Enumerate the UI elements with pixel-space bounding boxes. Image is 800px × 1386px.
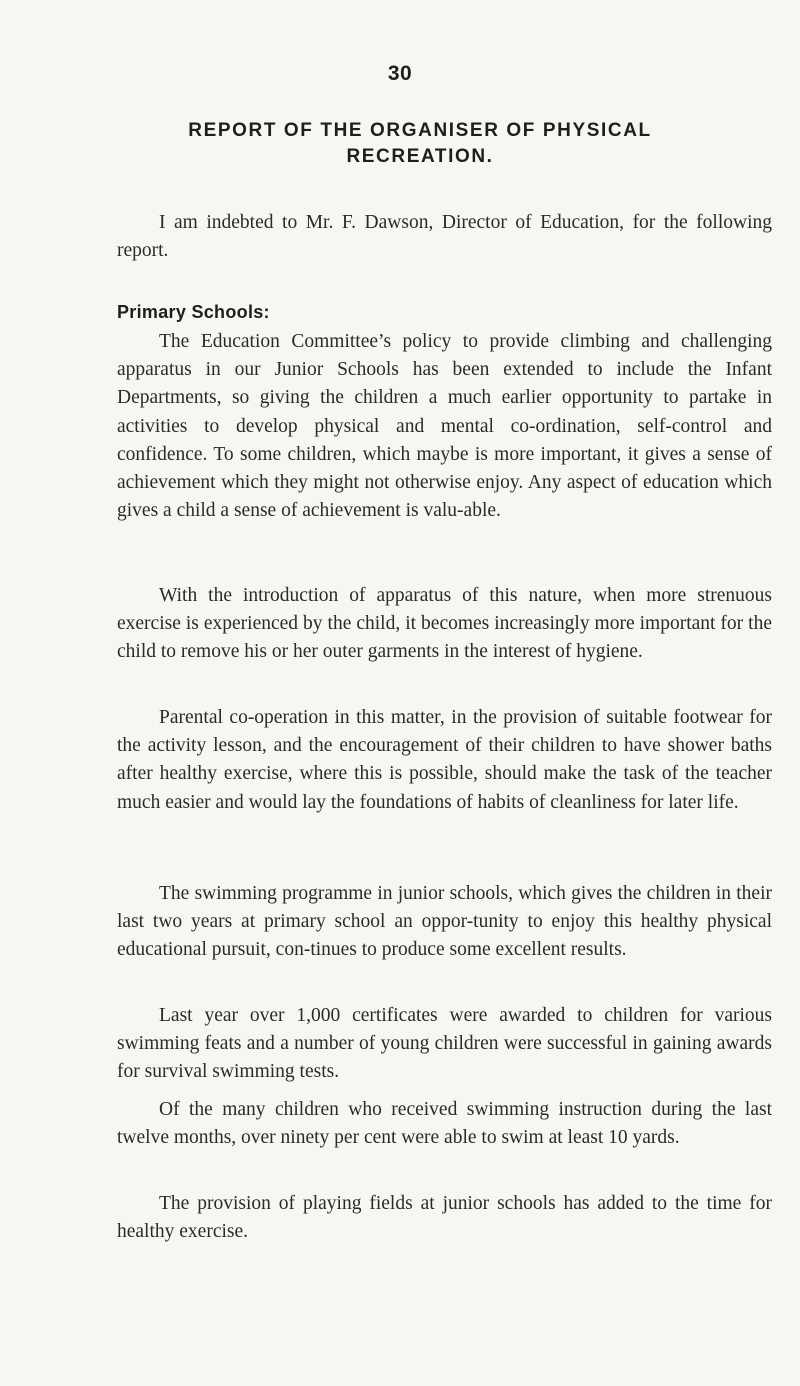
paragraph-swimming-programme: The swimming programme in junior schools, which gives the children in their last two years at primary school an oppor-tunity to enjoy this healthy physical educational pursuit, con-tinues to produce some excellent results.	[117, 883, 772, 961]
paragraph-swimming-instruction: Of the many children who received swimming instruction during the last twelve months, over ninety per cent were able to swim at least 10 yards.	[117, 1099, 772, 1149]
page-number: 30	[387, 62, 413, 85]
report-title: REPORT OF THE ORGANISER OF PHYSICAL RECREATION.	[188, 120, 652, 167]
paragraph-parental-cooperation: Parental co-operation in this matter, in the provision of suitable footwear for the activity lesson, and the encouragement of their children to have shower baths after healthy exercise, where this is possible, should make the task of the teacher much easier and would lay the foundations of habits of cleanliness for later life.	[117, 707, 772, 813]
paragraph-hygiene: With the introduction of apparatus of this nature, when more strenuous exercise is experienced by the child, it becomes increasingly more important for the child to remove his or her outer garments in the interest of hygiene.	[117, 585, 772, 663]
paragraph-apparatus-policy: The Education Committee’s policy to provide climbing and challenging apparatus in our Junior Schools has been extended to include the Infant Departments, so giving the children a much earlier opportunity to partake in activities to develop physical and mental co-ordination, self-control and confidence. To some children, which maybe is more important, it gives a sense of achievement which they might not otherwise enjoy. Any aspect of education which gives a child a sense of achievement is valu-able.	[117, 331, 772, 522]
intro-paragraph: I am indebted to Mr. F. Dawson, Director of Education, for the following report.	[117, 212, 772, 261]
section-heading-primary-schools: Primary Schools:	[117, 302, 270, 322]
paragraph-playing-fields: The provision of playing fields at junior schools has added to the time for healthy exercise.	[117, 1193, 772, 1243]
paragraph-certificates: Last year over 1,000 certificates were awarded to children for various swimming feats and a number of young children were successful in gaining awards for survival swimming tests.	[117, 1005, 772, 1083]
